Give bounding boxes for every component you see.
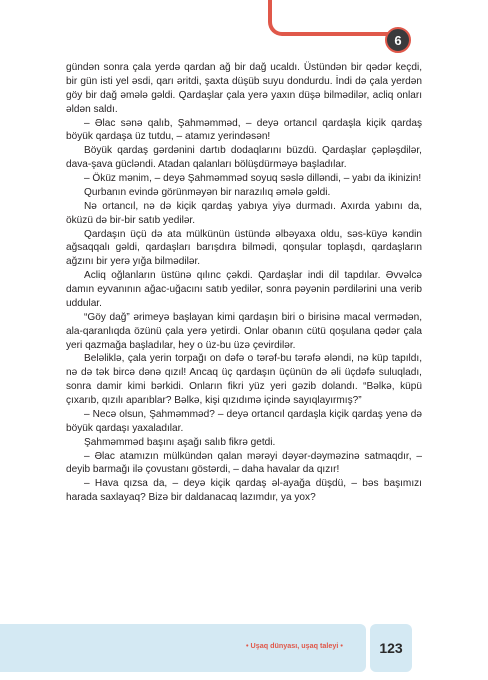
paragraph: – Necə olsun, Şahməmməd? – deyə ortancıl qardaşla kiçik qardaş yenə də böyük qardaşı yaxaladılar. [66, 408, 422, 434]
paragraph: Qurbanın evində görünməyən bir narazılıq əmələ gəldi. [84, 186, 331, 198]
paragraph: Beləliklə, çala yerin torpağı on dəfə o tərəf-bu tərəfə ələndi, nə küp tapıldı, nə də tək bircə dənə qızıl! Ancaq üç qardaşın üçünün də əli üçdəfə suluqladı, sonra damir kimi bərkidi. Onların fikri yüz yeri gəzib dolandı. “Bəlkə, küpü çıxarıb, qızılı aparıblar? Bəlkə, kişi qızıdımə içində sayıqlayırmış?” [66, 353, 422, 406]
page-number: 123 [370, 624, 412, 672]
paragraph: Acliq oğlanların üstünə qılınc çəkdi. Qardaşlar indi dil tapdılar. Əvvəlcə damın eyvanının ağac-uğacını satıb yedilər, sonra pəyənin pərdilərini una verib uddular. [66, 270, 422, 309]
story-text [66, 61, 422, 505]
paragraph: “Göy dağ” ərimeyə başlayan kimi qardaşın biri o birisinə macal vermədən, ala-qaranlıqda özünü çala yerə yetirdi. Onlar obanın cütü qoşulana qədər çala yeri qazmağa başladılar, hey o üz-bu üzə çevirdilər. [66, 311, 422, 351]
paragraph: Şahməmməd başını aşağı salıb fikrə getdi. [84, 436, 276, 448]
paragraph: – Hava qızsa da, – deyə kiçik qardaş əl-ayağa düşdü, – bəs başımızı harada saxlayaq? Bizə bir daldanacaq lazımdır, ya yox? [66, 478, 422, 504]
paragraph: Böyük qardaş gərdənini dartıb dodaqlarını büzdü. Qardaşlar çəpləşdilər, dava-şava gücləndi. Atadan qalanları bölüşdürməyə başladılar. [66, 145, 422, 171]
paragraph: gündən sonra çala yerdə qardan ağ bir dağ ucaldı. Üstündən bir qədər keçdi, bir gün isti yel əsdi, qarı əritdi, şaxta düşüb suyu dondurdu. İndi də çala yerdən göy bir dağ əmələ gəldi. Qardaşlar çala yerə yaxın düşə bilmədilər, acliq onları əldən saldı. [66, 62, 422, 115]
paragraph: – Əlac atamızın mülkündən qalan mərəyi dəyər-dəyməzinə satmaqdır, – deyib barmağı ilə çovustanı göstərdi, – daha havalar da qızır! [66, 450, 422, 476]
paragraph: – Əlac sənə qalıb, Şahməmməd, – deyə ortancıl qardaşla kiçik qardaş böyük qardaşa üz tutdu, – atamız yerindəsən! [66, 117, 422, 143]
paragraph: – Öküz mənim, – deyə Şahməmməd soyuq səslə dilləndi, – yabı da ikinizin! [84, 173, 422, 184]
chapter-number-badge: 6 [385, 27, 411, 53]
paragraph: Nə ortancıl, nə də kiçik qardaş yabıya yiyə durmadı. Axırda yabını da, öküzü də bir-bir satıb yedilər. [66, 200, 422, 226]
paragraph: Qardaşın üçü də ata mülkünün üstündə əlbəyaxa oldu, səs-küyə kəndin ağsaqqalı gəldi, qardaşları barışdıra bilmədi, qonşular toplaşdı, qardaşların ağzını bir yerə yığa bilmədilər. [66, 228, 422, 268]
chapter-corner-decoration [268, 0, 406, 36]
footer-section-title: • Uşaq dünyası, uşaq taleyi • [246, 641, 343, 650]
